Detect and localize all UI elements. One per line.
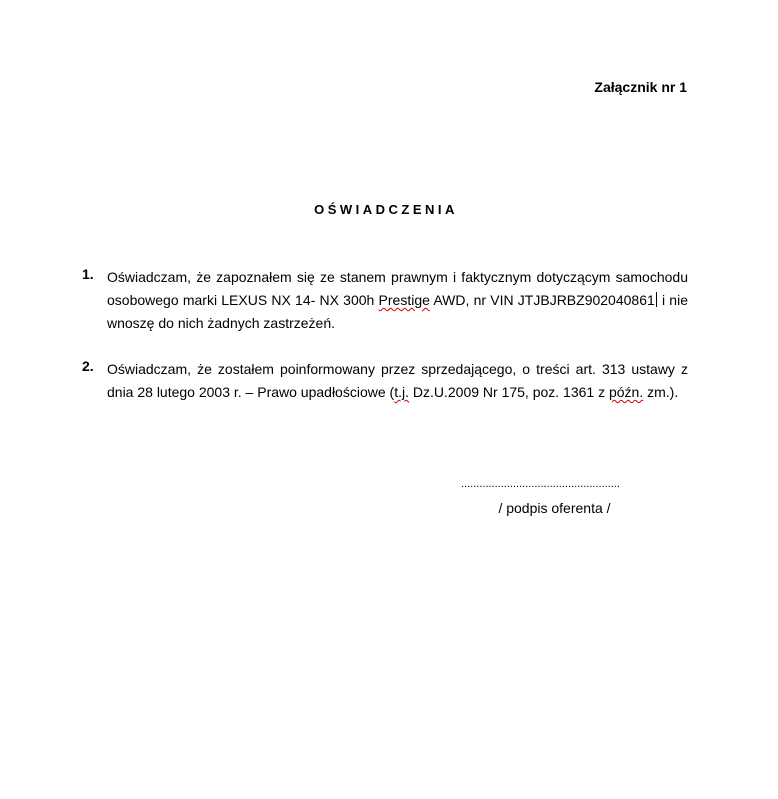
document-title: OŚWIADCZENIA [314, 202, 458, 217]
statement-2 [82, 358, 688, 404]
annex-label: Załącznik nr 1 [594, 79, 687, 95]
text-cursor [656, 292, 657, 307]
misspelled-word: t.j. [394, 384, 409, 400]
misspelled-word: późn. [608, 384, 644, 400]
signature-line: .................................................... [461, 478, 620, 490]
statement-number: 2. [82, 358, 94, 374]
statement-text[interactable]: Oświadczam, że zapoznałem się ze stanem prawnym i faktycznym dotyczącym samochodu osobowego marki LEXUS NX 14- NX 300h Prestige AWD, nr VIN JTJBJRBZ902040861 i nie wnoszę do nich żadnych zastrzeżeń. [107, 269, 688, 331]
misspelled-word: Prestige [378, 292, 430, 308]
statement-text[interactable]: Oświadczam, że zostałem poinformowany przez sprzedającego, o treści art. 313 ustawy z dnia 28 lutego 2003 r. – Prawo upadłościowe (t.j. Dz.U.2009 Nr 175, poz. 1361 z późn. zm.). [107, 361, 688, 400]
statement-number: 1. [82, 266, 94, 282]
statement-1 [82, 266, 688, 335]
signature-label: / podpis oferenta / [498, 500, 611, 516]
